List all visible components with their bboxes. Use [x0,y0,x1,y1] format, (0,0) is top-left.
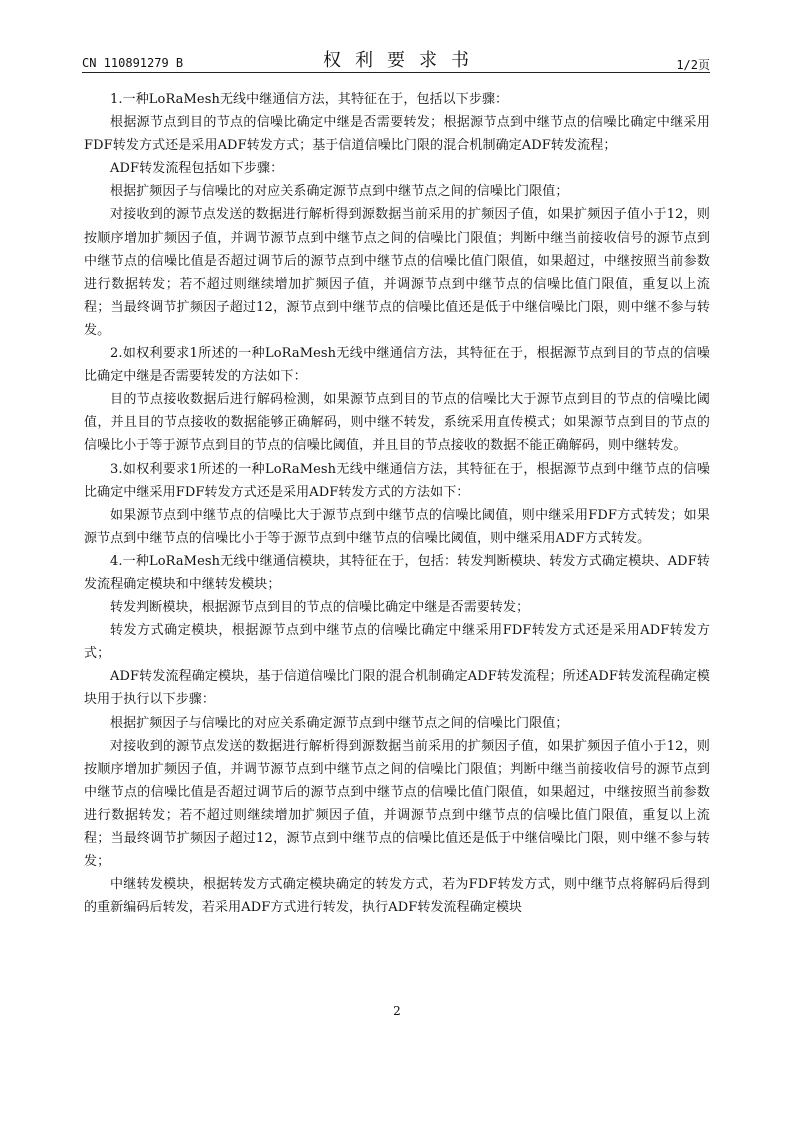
claim-paragraph: 2.如权利要求1所述的一种LoRaMesh无线中继通信方法，其特征在于，根据源节点到目的节点的信噪比确定中继是否需要转发的方法如下： [84,346,710,385]
claim-paragraph: 根据扩频因子与信噪比的对应关系确定源节点到中继节点之间的信噪比门限值； [110,715,569,731]
page-number: 2 [393,1004,401,1018]
publication-number: CN 110891279 B [82,56,184,70]
claims-body [84,88,710,919]
claim-paragraph: 3.如权利要求1所述的一种LoRaMesh无线中继通信方法，其特征在于，根据源节点到中继节点的信噪比确定中继采用FDF转发方式还是采用ADF转发方式的方法如下： [84,461,710,500]
claim-paragraph: ADF转发流程确定模块，基于信道信噪比门限的混合机制确定ADF转发流程；所述ADF转发流程确定模块用于执行以下步骤： [84,669,710,708]
header-rule [82,72,710,73]
claim-paragraph: 根据源节点到目的节点的信噪比确定中继是否需要转发；根据源节点到中继节点的信噪比确定中继采用FDF转发方式还是采用ADF转发方式；基于信道信噪比门限的混合机制确定ADF转发流程； [84,115,710,154]
claim-paragraph: 4.一种LoRaMesh无线中继通信模块，其特征在于，包括：转发判断模块、转发方式确定模块、ADF转发流程确定模块和中继转发模块； [84,553,710,592]
claim-paragraph: 1.一种LoRaMesh无线中继通信方法，其特征在于，包括以下步骤： [110,92,509,107]
claim-paragraph: 转发判断模块，根据源节点到目的节点的信噪比确定中继是否需要转发； [110,600,530,616]
page-header [82,44,710,74]
claim-paragraph: ADF转发流程包括如下步骤： [110,161,284,177]
claim-paragraph: 中继转发模块，根据转发方式确定模块确定的转发方式，若为FDF转发方式，则中继节点将解码后得到的重新编码后转发，若采用ADF方式进行转发，执行ADF转发流程确定模块 [84,877,710,916]
page-indicator: 1/2页 [676,58,710,72]
claim-paragraph: 根据扩频因子与信噪比的对应关系确定源节点到中继节点之间的信噪比门限值； [110,184,569,200]
claim-paragraph: 对接收到的源节点发送的数据进行解析得到源数据当前采用的扩频因子值，如果扩频因子值小于12，则按顺序增加扩频因子值，并调节源节点到中继节点之间的信噪比门限值；判断中继当前接收信号的源节点到中继节点的信噪比值是否超过调节后的源节点到中继节点的信噪比值门限值，如果超过，中继按照当前参数进行数据转发；若不超过则继续增加扩频因子值，并调源节点到中继节点的信噪比值门限值，重复以上流程；当最终调节扩频因子超过12，源节点到中继节点的信噪比值还是低于中继信噪比门限，则中继不参与转发； [84,738,710,870]
claim-paragraph: 转发方式确定模块，根据源节点到中继节点的信噪比确定中继采用FDF转发方式还是采用ADF转发方式； [84,623,710,662]
claim-paragraph: 目的节点接收数据后进行解码检测，如果源节点到目的节点的信噪比大于源节点到目的节点的信噪比阈值，并且目的节点接收的数据能够正确解码，则中继不转发，系统采用直传模式；如果源节点到目的节点的信噪比小于等于源节点到目的节点的信噪比阈值，并且目的节点接收的数据不能正确解码，则中继转发。 [84,392,710,454]
claim-paragraph: 如果源节点到中继节点的信噪比大于源节点到中继节点的信噪比阈值，则中继采用FDF方式转发；如果源节点到中继节点的信噪比小于等于源节点到中继节点的信噪比阈值，则中继采用ADF方式转发。 [84,507,710,546]
claim-paragraph: 对接收到的源节点发送的数据进行解析得到源数据当前采用的扩频因子值，如果扩频因子值小于12，则按顺序增加扩频因子值，并调节源节点到中继节点之间的信噪比门限值；判断中继当前接收信号的源节点到中继节点的信噪比值是否超过调节后的源节点到中继节点的信噪比值门限值，如果超过，中继按照当前参数进行数据转发；若不超过则继续增加扩频因子值，并调源节点到中继节点的信噪比值门限值，重复以上流程；当最终调节扩频因子超过12，源节点到中继节点的信噪比值还是低于中继信噪比门限，则中继不参与转发。 [84,207,710,338]
section-title: 权利要求书 [323,50,483,71]
